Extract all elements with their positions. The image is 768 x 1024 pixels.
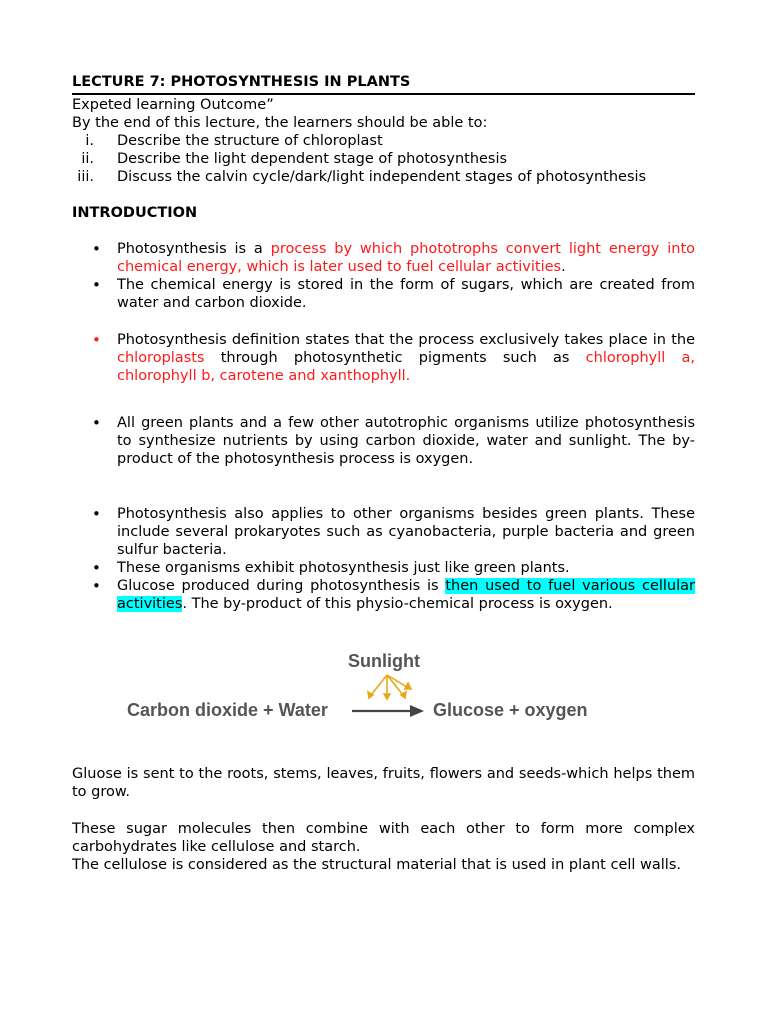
bullet-text: . The by-product of this physio-chemical process is oxygen. xyxy=(182,596,613,613)
bullet-marker: • xyxy=(92,577,101,595)
paragraph: These sugar molecules then combine with each other to form more complex carbohydrates like cellulose and starch. xyxy=(72,821,695,856)
reactants-label: Carbon dioxide + Water xyxy=(127,700,328,720)
bullet-marker: • xyxy=(92,240,101,258)
bullet-marker: • xyxy=(92,559,101,577)
bullet-text: Glucose produced during photosynthesis is xyxy=(117,578,446,594)
bullet-item xyxy=(117,240,695,276)
reaction-arrow-icon xyxy=(350,703,426,719)
objective-text: Discuss the calvin cycle/dark/light independent stages of photosynthesis xyxy=(117,169,647,185)
objective-text: Describe the light dependent stage of photosynthesis xyxy=(117,151,508,167)
highlighted-cyan-text: then used to fuel various cellular activities xyxy=(117,578,695,613)
learning-outcome-heading: Expeted learning Outcome” xyxy=(72,97,274,113)
introduction-heading: INTRODUCTION xyxy=(72,205,198,221)
highlighted-red-text: chloroplasts xyxy=(117,350,205,367)
highlighted-red-text: process by which phototrophs convert light energy into chemical energy, which is later used to fuel cellular activities xyxy=(117,241,695,276)
bullet-marker: • xyxy=(92,414,101,432)
bullet-item: These organisms exhibit photosynthesis just like green plants. xyxy=(117,560,570,576)
bullet-text: . xyxy=(561,259,566,276)
objective-number: iii. xyxy=(77,169,94,185)
bullet-item: The chemical energy is stored in the form of sugars, which are created from water and carbon dioxide. xyxy=(117,277,695,312)
bullet-item: All green plants and a few other autotrophic organisms utilize photosynthesis to synthesize nutrients by using carbon dioxide, water and sunlight. The by-product of the photosynthesis process is oxygen. xyxy=(117,415,695,468)
photosynthesis-equation-diagram xyxy=(120,645,620,735)
sunlight-rays-icon xyxy=(360,673,420,703)
bullet-item: Photosynthesis also applies to other organisms besides green plants. These include several prokaryotes such as cyanobacteria, purple bacteria and green sulfur bacteria. xyxy=(117,506,695,559)
bullet-marker: • xyxy=(92,276,101,294)
bullet-marker: • xyxy=(92,505,101,523)
sunlight-label: Sunlight xyxy=(348,651,420,671)
bullet-text: Photosynthesis definition states that the process exclusively takes place in the xyxy=(117,332,695,348)
bullet-text: through photosynthetic pigments such as xyxy=(204,350,586,367)
intro-line: By the end of this lecture, the learners should be able to: xyxy=(72,115,488,131)
bullet-marker: • xyxy=(92,331,101,349)
objective-number: ii. xyxy=(81,151,94,167)
products-label: Glucose + oxygen xyxy=(433,700,588,720)
paragraph: The cellulose is considered as the structural material that is used in plant cell walls. xyxy=(72,857,681,873)
objective-number: i. xyxy=(85,133,94,149)
lecture-title: LECTURE 7: PHOTOSYNTHESIS IN PLANTS xyxy=(72,72,695,95)
bullet-item xyxy=(117,331,695,386)
bullet-text: Photosynthesis is a xyxy=(117,241,271,257)
objective-text: Describe the structure of chloroplast xyxy=(117,133,383,149)
bullet-item xyxy=(117,577,695,613)
paragraph: Gluose is sent to the roots, stems, leaves, fruits, flowers and seeds-which helps them to grow. xyxy=(72,766,695,801)
highlighted-red-text: chlorophyll a, chlorophyll b, carotene and xanthophyll. xyxy=(117,350,695,385)
